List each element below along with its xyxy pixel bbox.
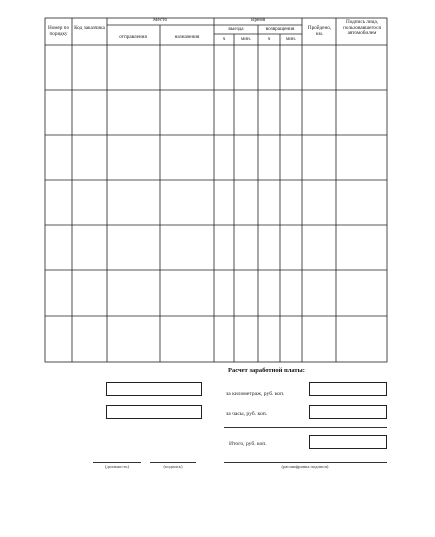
- per-hour-label: за часы, руб. коп.: [226, 411, 268, 417]
- signature-line[interactable]: [150, 462, 196, 463]
- header-out-hours: ч: [222, 36, 226, 42]
- hours-amount-field[interactable]: [309, 405, 387, 419]
- header-time: Время: [250, 17, 266, 23]
- header-out-minutes: мин.: [240, 36, 252, 42]
- header-return-minutes: мин.: [285, 36, 297, 42]
- header-distance: Пройдено, км.: [307, 25, 332, 37]
- salary-calculation-title: Расчет заработной платы:: [228, 367, 305, 374]
- header-place: Место: [152, 17, 168, 23]
- total-divider: [224, 427, 387, 428]
- header-time-return: возвращения: [265, 26, 295, 32]
- hours-left-field[interactable]: [106, 405, 202, 419]
- header-time-out: выезда: [228, 26, 244, 32]
- header-client-code: Код заказчика: [74, 25, 105, 31]
- total-label: Итого, руб. коп.: [229, 441, 267, 447]
- header-user-signature: Подпись лица, пользовавшегося автомобилем: [343, 19, 381, 37]
- total-amount-field[interactable]: [309, 435, 387, 449]
- header-place-destination: назначения: [174, 34, 200, 40]
- position-caption: (должность): [104, 464, 130, 469]
- signature-caption: (подпись): [163, 464, 183, 469]
- header-return-hours: ч: [267, 36, 271, 42]
- decoding-caption: (расшифровка подписи): [281, 464, 329, 469]
- header-place-departure: отправления: [119, 34, 147, 40]
- decoding-line[interactable]: [224, 462, 387, 463]
- position-line[interactable]: [93, 462, 141, 463]
- km-left-field[interactable]: [106, 382, 202, 396]
- per-km-label: за километраж, руб. коп.: [226, 391, 285, 397]
- header-number: Номер по порядку: [47, 25, 70, 37]
- km-amount-field[interactable]: [309, 382, 387, 396]
